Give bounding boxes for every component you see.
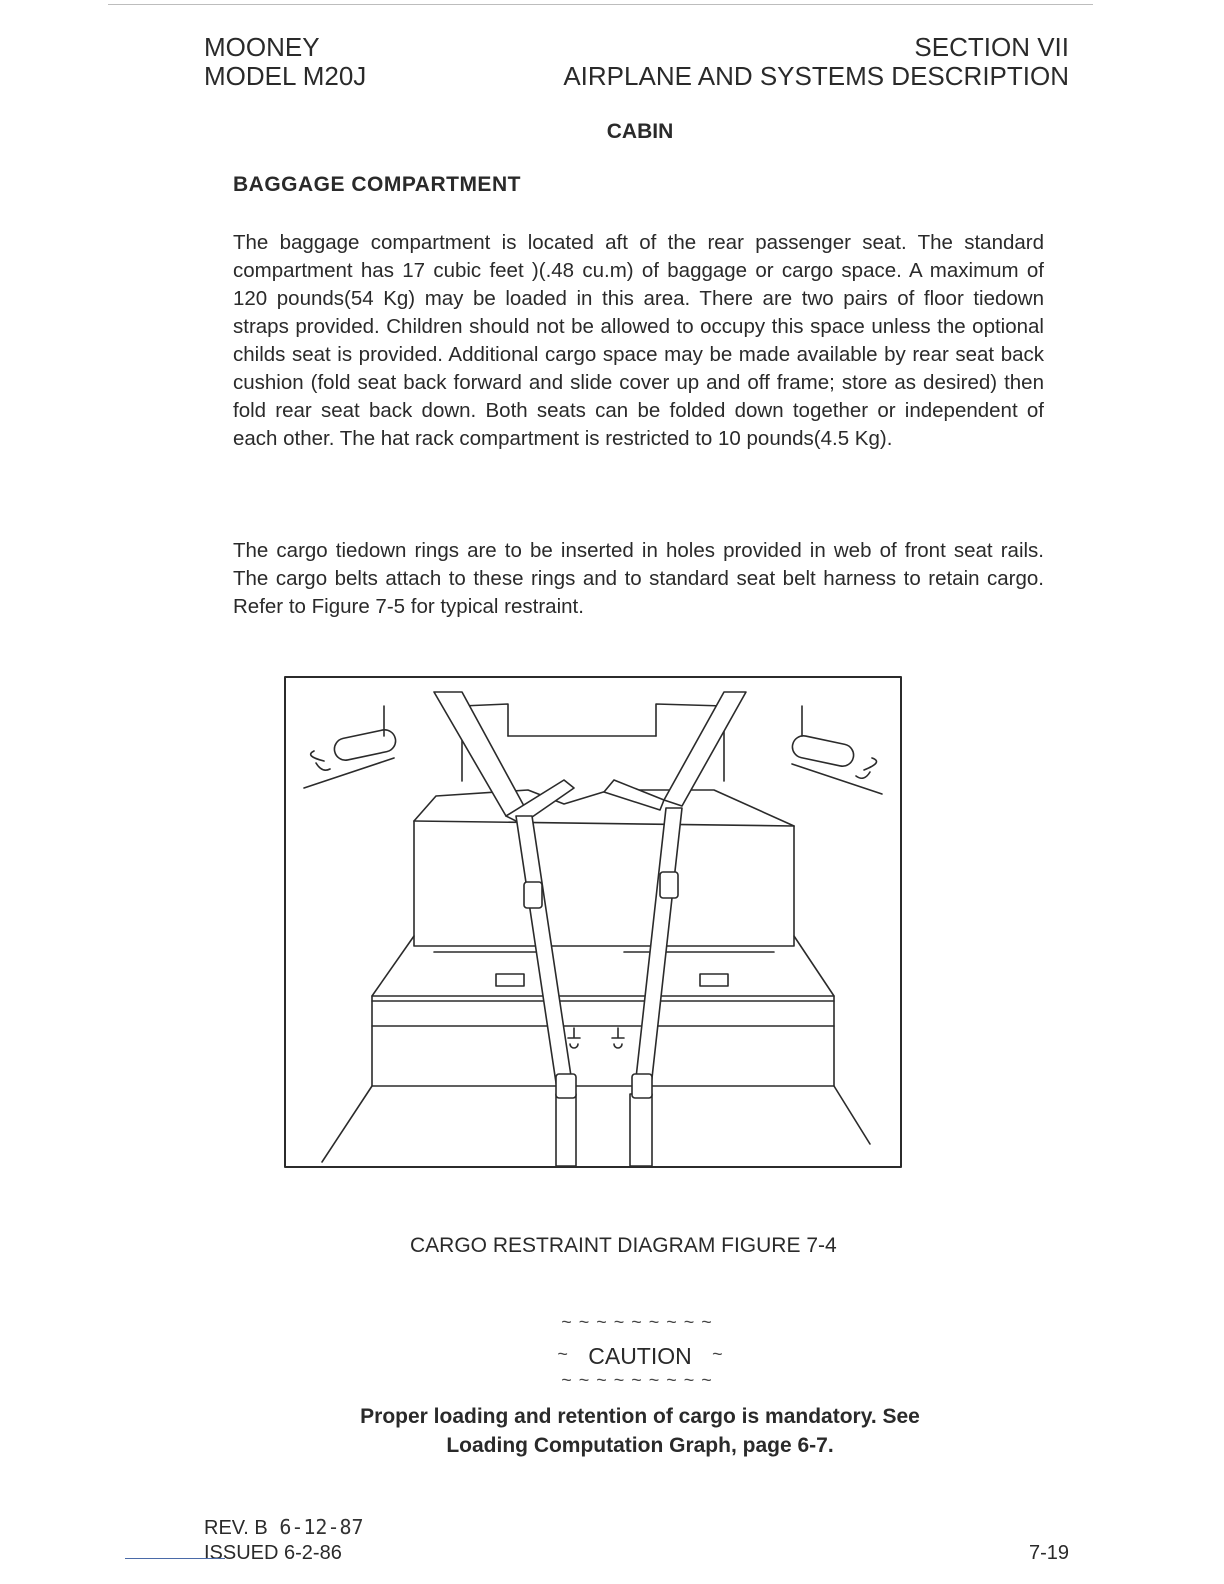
top-rule xyxy=(108,4,1093,5)
caution-tilde-left: ~ xyxy=(557,1344,568,1364)
figure-caption: CARGO RESTRAINT DIAGRAM FIGURE 7-4 xyxy=(410,1234,837,1257)
paragraph-tiedown: The cargo tiedown rings are to be inserted in holes provided in web of front seat rails. The cargo belts attach to these rings and to standard seat belt harness to retain cargo. Refer to Figure 7-5 for typical restraint. xyxy=(233,539,1044,618)
subheading: BAGGAGE COMPARTMENT xyxy=(233,173,521,196)
header-manufacturer: MOONEY xyxy=(204,32,320,62)
cargo-restraint-figure xyxy=(284,676,902,1168)
header-section: SECTION VII xyxy=(914,32,1069,62)
caution-text xyxy=(0,1402,1224,1460)
caution-tilde-right: ~ xyxy=(712,1344,723,1364)
caution-text-line2: Loading Computation Graph, page 6-7. xyxy=(446,1434,834,1457)
caution-label: CAUTION xyxy=(588,1343,692,1369)
caution-tilde-row-top: ~~~~~~~~~ xyxy=(561,1312,719,1332)
caution-text-line1: Proper loading and retention of cargo is mandatory. See xyxy=(360,1405,920,1428)
cargo-restraint-drawing xyxy=(284,676,902,1168)
footer-rev-label: REV. B xyxy=(204,1517,268,1539)
caution-heading xyxy=(0,1343,1224,1370)
footer-issued: ISSUED 6-2-86 xyxy=(204,1542,342,1564)
caution-tilde-row-bottom: ~~~~~~~~~ xyxy=(561,1370,719,1390)
paragraph-baggage: The baggage compartment is located aft of the rear passenger seat. The standard compartment has 17 cubic feet )(.48 cu.m) of baggage or cargo space. A maximum of 120 pounds(54 Kg) may be loaded in this area. There are two pairs of floor tiedown straps provided. Children should not be allowed to occupy this space unless the optional childs seat is provided. Additional cargo space may be made available by rear seat back cushion (fold seat back forward and slide cover up and off frame; store as desired) then fold rear seat back down. Both seats can be folded down together or independent of each other. The hat rack compartment is restricted to 10 pounds(4.5 Kg). xyxy=(233,231,1044,450)
section-title: CABIN xyxy=(606,120,674,143)
footer-revision xyxy=(204,1515,364,1540)
header-model: MODEL M20J xyxy=(204,61,367,91)
page-number: 7-19 xyxy=(1028,1542,1069,1564)
footer-underline xyxy=(125,1558,225,1559)
header-section-title: AIRPLANE AND SYSTEMS DESCRIPTION xyxy=(563,61,1069,91)
footer-rev-date: 6-12-87 xyxy=(279,1515,364,1539)
